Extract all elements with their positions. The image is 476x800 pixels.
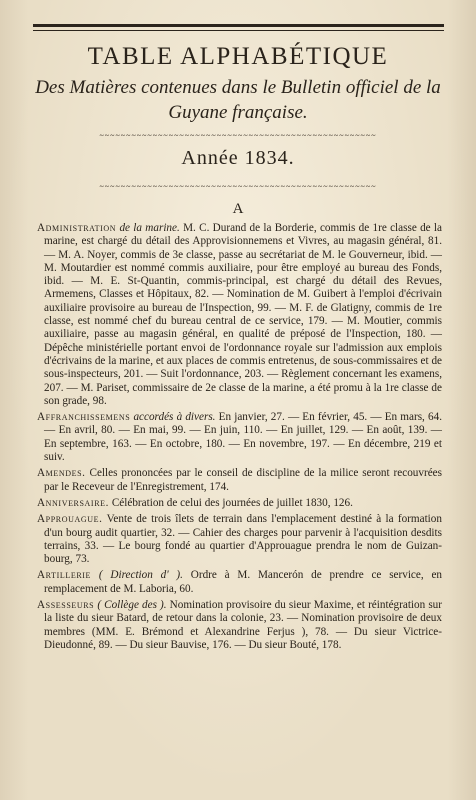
top-double-rule [33,24,444,31]
entry-text: Vente de trois îlets de terrain dans l'emplacement destiné à la formation d'un bourg audit quartier, 32. — Cahier des charges pour parvenir à l'acquisition desdits terrains, 33. — Le bourg fondé au quartier d'Approuague prendra le nom de Guizan-bourg, 73. [44,513,442,566]
index-entry [37,222,442,408]
entry-heading: Assesseurs [37,599,95,612]
entry-subheading: ( Direction d' ). [98,569,183,582]
entry-text: Celles prononcées par le conseil de discipline de la milice seront recouvrées par le Receveur de l'Enregistrement, 174. [44,467,442,493]
entry-subheading: de la marine. [119,222,180,234]
index-entry [37,497,442,510]
index-entry [37,569,442,596]
entry-heading: Administration [37,222,117,234]
entry-heading: Artillerie [37,569,92,582]
entry-text: Célébration de celui des journées de juillet 1830, 126. [111,496,353,509]
year-heading: Année 1834. [181,147,295,169]
section-letter: A [232,201,244,217]
entry-text: Ordre à M. Mancerón de prendre ce service, en remplacement de M. Laboria, 60. [44,569,443,595]
page-subtitle: Des Matières contenues dans le Bulletin officiel de la Guyane française. [35,77,441,123]
entry-text: En janvier, 27. — En février, 45. — En mars, 64. — En avril, 80. — En mai, 99. — En juin, 110. — En juillet, 129. — En août, 139. — En septembre, 163. — En octobre, 180. — En novembre, 197. — En décembre, 219 et suiv. [44,411,443,464]
entry-text: M. C. Durand de la Borderie, commis de 1re classe de la marine, est chargé du détail des Approvisionnemens et Vivres, au magasin général, 81. — M. A. Noyer, commis de 3e classe, passe au secrétariat de M. le Gouverneur, ibid. — M. Moutardier est nommé commis auxiliaire, pour être employé au bureau des Fonds, ibid. — M. E. St-Quantin, commis-principal, est chargé du détail des Revues, Armemens, Classes et Hôpitaux, 82. — Nomination de M. Guibert à l'emploi d'écrivain auxiliaire provisoire au bureau de l'Inspection, 99. — M. F. de Glatigny, commis de 1re classe, est nommé chef du bureau central de ce service, 179. — M. Moutier, commis auxiliaire, passe au magasin général, en qualité de préposé de l'Inspection, 180. — Dépêche ministérielle portant envoi de l'ordonnance royale sur l'admission aux emplois d'écrivains de la marine, et aux places de commis entretenus, de sous-commissaires et de sous-inspecteurs, 201. — Suit l'ordonnance, 203. — Règlement concernant les examens, 207. — M. Pariset, commissaire de 2e classe de la marine, a été promu à la 1re classe de son grade, 98. [44,222,443,407]
index-entry [37,599,442,652]
entry-subheading: ( Collège des ). [97,599,167,612]
entry-heading: Approuague. [37,513,103,526]
entry-heading: Amendes. [37,467,86,480]
page-title: TABLE ALPHABÉTIQUE [87,43,389,70]
entry-heading: Affranchissemens [37,411,131,424]
entry-subheading: accordés à divers. [133,411,216,424]
ornament-divider-top: ~~~~~~~~~~~~~~~~~~~~~~~~~~~~~~~~~~~~~~~~~~~~~~~~~~~~ [99,131,377,140]
ornament-divider-bottom: ~~~~~~~~~~~~~~~~~~~~~~~~~~~~~~~~~~~~~~~~~~~~~~~~~~~~ [99,182,377,191]
index-entry [37,467,442,494]
entry-text: Nomination provisoire du sieur Maxime, et réintégration sur la liste du sieur Batard, de retour dans la colonie, 23. — Nomination provisoire de deux membres (MM. E. Brémond et Alexandrine Ferjus ), 78. — Du sieur Victrice-Dieudonné, 89. — Du sieur Bauvise, 176. — Du sieur Bouté, 178. [44,599,442,651]
index-entry [37,513,442,566]
index-entries [37,222,442,655]
entry-heading: Anniversaire. [37,496,110,509]
index-entry [37,411,442,464]
